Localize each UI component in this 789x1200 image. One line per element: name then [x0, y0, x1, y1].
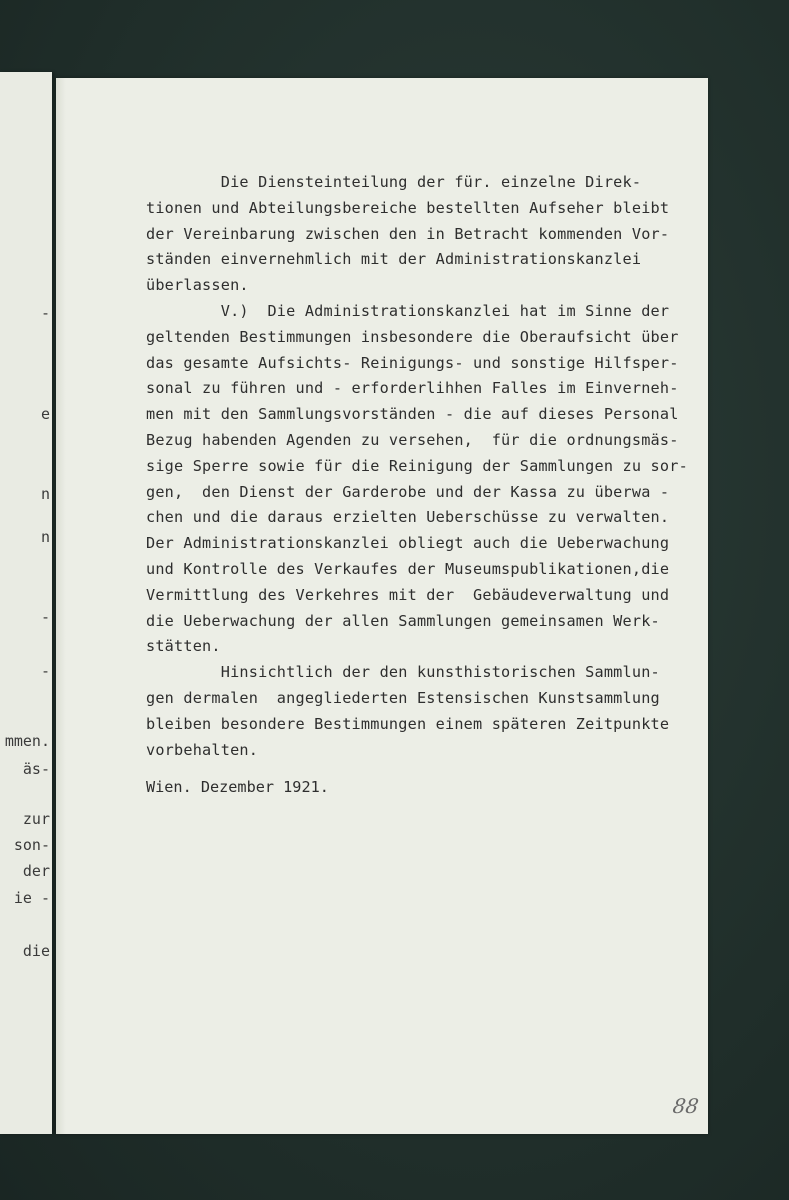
left-page-fragment: n: [40, 528, 50, 546]
left-page-fragment: -: [40, 608, 50, 626]
left-page-fragment: der: [22, 862, 50, 880]
folio-number: 88: [671, 1094, 701, 1118]
left-page-fragment: zur: [22, 810, 50, 828]
left-page-fragment: mmen.: [4, 732, 50, 750]
left-page-fragment: e: [40, 405, 50, 423]
left-page-fragment: äs-: [22, 760, 50, 778]
date-line: Wien. Dezember 1921.: [146, 778, 329, 796]
text-line: Bezug habenden Agenden zu versehen, für die ordnungsmäs-: [146, 430, 679, 449]
page-fold-shadow: [56, 78, 66, 1134]
text-line: und Kontrolle des Verkaufes der Museumspublikationen,die: [146, 559, 670, 578]
text-line: chen und die daraus erzielten Ueberschüsse zu verwalten.: [146, 508, 670, 527]
text-line: Hinsichtlich der den kunsthistorischen Sammlun-: [146, 663, 660, 682]
text-line: das gesamte Aufsichts- Reinigungs- und sonstige Hilfsper-: [146, 353, 679, 372]
text-line: men mit den Sammlungsvorständen - die auf dieses Personal: [146, 405, 679, 424]
text-line: sige Sperre sowie für die Reinigung der Sammlungen zu sor-: [146, 456, 688, 475]
text-line: Vermittlung des Verkehres mit der Gebäudeverwaltung und: [146, 585, 670, 604]
text-line: V.) Die Administrationskanzlei hat im Sinne der: [146, 301, 670, 320]
text-line: tionen und Abteilungsbereiche bestellten Aufseher bleibt: [146, 198, 670, 217]
document-page: [56, 78, 708, 1134]
text-line: geltenden Bestimmungen insbesondere die Oberaufsicht über: [146, 327, 679, 346]
left-page-fragment: -: [40, 662, 50, 680]
left-page-fragment: die: [22, 942, 50, 960]
text-line: Der Administrationskanzlei obliegt auch die Ueberwachung: [146, 534, 670, 553]
typed-text-body: [146, 170, 706, 763]
text-line: überlassen.: [146, 276, 249, 295]
text-line: stätten.: [146, 637, 221, 656]
left-page-fragment: ie -: [13, 889, 50, 907]
text-line: vorbehalten.: [146, 740, 259, 759]
left-page-fragment: n: [40, 485, 50, 503]
text-line: Die Diensteinteilung der für. einzelne Direk-: [146, 173, 642, 191]
text-line: gen dermalen angegliederten Estensischen Kunstsammlung: [146, 688, 660, 707]
text-line: sonal zu führen und - erforderlihhen Falles im Einverneh-: [146, 379, 679, 398]
text-line: der Vereinbarung zwischen den in Betracht kommenden Vor-: [146, 224, 670, 243]
text-line: die Ueberwachung der allen Sammlungen gemeinsamen Werk-: [146, 611, 660, 630]
left-page-edge: [0, 72, 52, 1134]
text-line: bleiben besondere Bestimmungen einem späteren Zeitpunkte: [146, 714, 670, 733]
left-page-fragment: -: [40, 304, 50, 322]
text-line: ständen einvernehmlich mit der Administrationskanzlei: [146, 250, 642, 269]
text-line: gen, den Dienst der Garderobe und der Kassa zu überwa -: [146, 482, 670, 501]
left-page-fragment: son-: [13, 836, 50, 854]
